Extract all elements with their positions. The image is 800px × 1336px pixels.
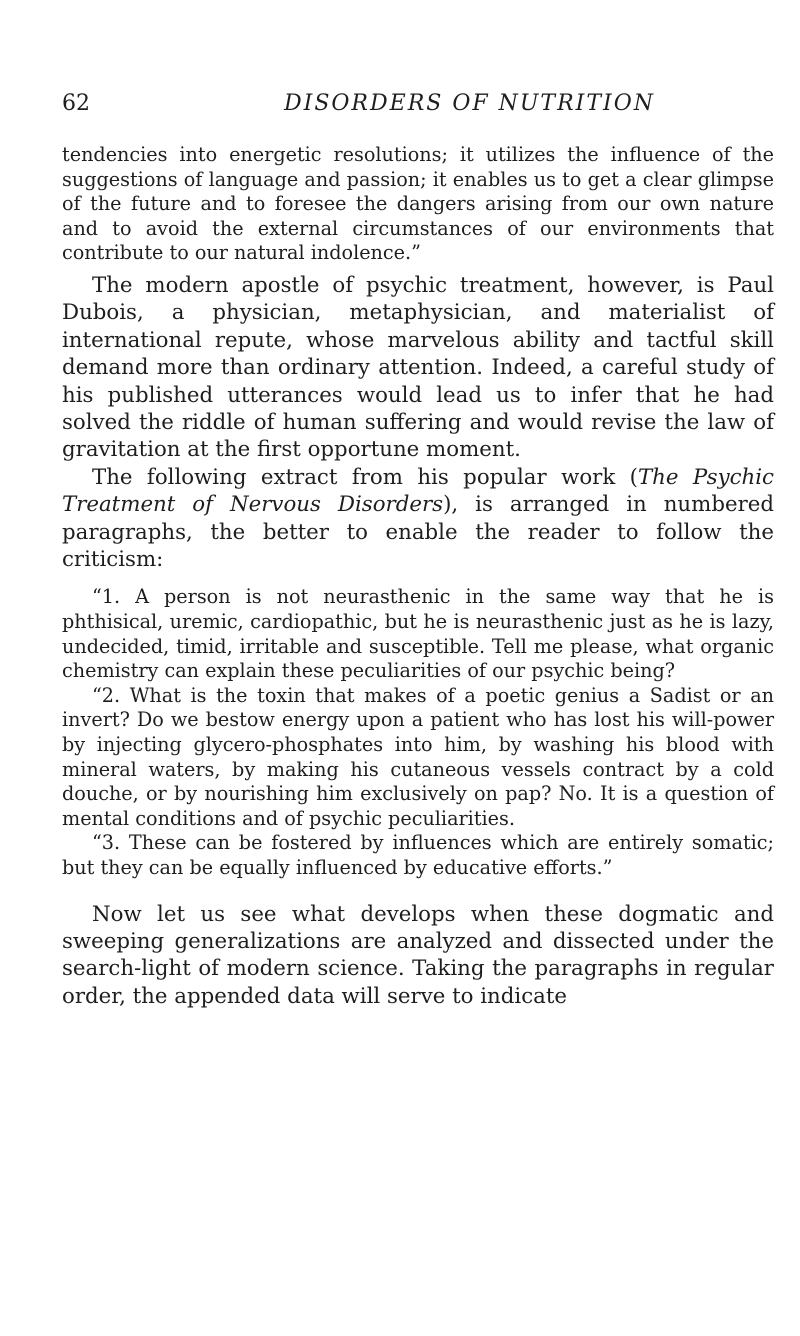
running-title: DISORDERS OF NUTRITION xyxy=(284,91,655,116)
extract-intro-text: The following extract from his popular work ( xyxy=(92,464,638,490)
page-number: 62 xyxy=(62,91,90,116)
book-title: The Psychic Treatment of Nervous Disorders xyxy=(62,464,774,518)
extract-rest-text: ), is arranged in numbered paragraphs, the better to enable the reader to follow the criticism: xyxy=(62,492,774,573)
numbered-paragraph-2: “2. What is the toxin that makes of a poetic genius a Sadist or an invert? Do we bestow energy upon a patient who has lost his will-power by injecting glycero-phosphates into him, by washing his blood with mineral waters, by making his cutaneous vessels contract by a cold douche, or by nourishing him exclusively on pap? No. It is a question of mental conditions and of psychic peculiarities. xyxy=(62,683,774,830)
body-text xyxy=(62,143,774,1010)
page-header xyxy=(62,90,774,126)
paragraph-extract xyxy=(62,464,774,574)
page xyxy=(62,90,774,1010)
paragraph-dubois: The modern apostle of psychic treatment, however, is Paul Dubois, a physician, metaphysician, and materialist of international repute, whose marvelous ability and tactful skill demand more than ordinary attention. Indeed, a careful study of his published utterances would lead us to infer that he had solved the riddle of human suffering and would revise the law of gravitation at the first opportune moment. xyxy=(62,272,774,463)
paragraph-analysis: Now let us see what develops when these dogmatic and sweeping generalizations are analyzed and dissected under the search-light of modern science. Taking the paragraphs in regular order, the appended data will serve to indicate xyxy=(62,901,774,1009)
numbered-paragraph-1: “1. A person is not neurasthenic in the same way that he is phthisical, uremic, cardiopathic, but he is neurasthenic just as he is lazy, undecided, timid, irritable and susceptible. Tell me please, what organic chemistry can explain these peculiarities of our psychic being? xyxy=(62,585,774,683)
quote-continuation: tendencies into energetic resolutions; it utilizes the influence of the suggestions of language and passion; it enables us to get a clear glimpse of the future and to foresee the dangers arising from our own nature and to avoid the external circumstances of our environments that contribute to our natural indolence.” xyxy=(62,143,774,265)
numbered-paragraph-3: “3. These can be fostered by influences which are entirely somatic; but they can be equally influenced by educative efforts.” xyxy=(62,831,774,879)
